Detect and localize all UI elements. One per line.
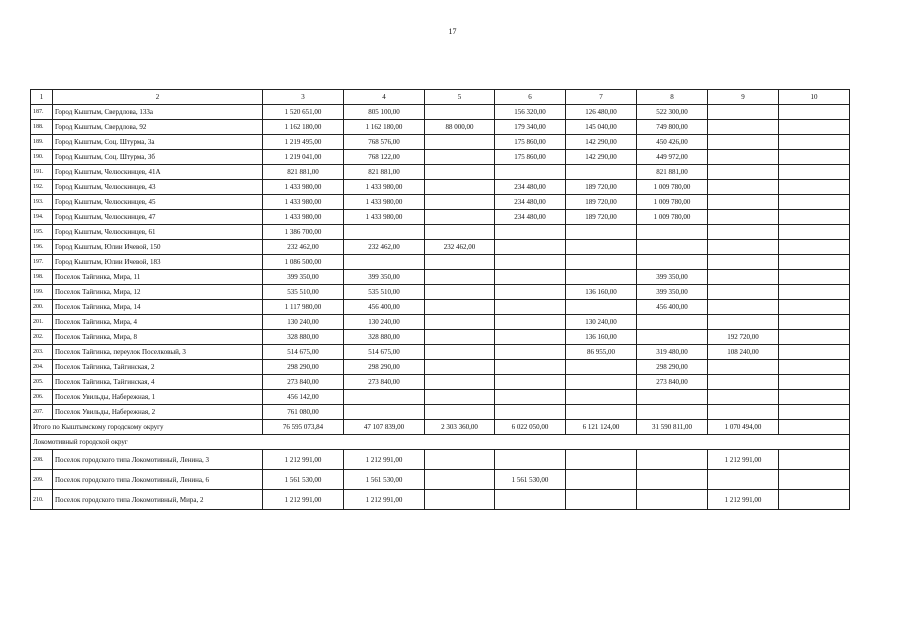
amount-cell-col-4: 768 576,00: [344, 135, 425, 150]
amount-cell-col-5: [425, 255, 495, 270]
total-value-col-4: 47 107 839,00: [344, 420, 425, 435]
amount-cell-col-7: [566, 165, 637, 180]
amount-cell-col-6: 156 320,00: [495, 105, 566, 120]
amount-cell-col-5: [425, 105, 495, 120]
table-row: [31, 225, 850, 240]
amount-cell-col-7: 126 480,00: [566, 105, 637, 120]
amount-cell-col-5: 232 462,00: [425, 240, 495, 255]
amount-cell-col-4: 232 462,00: [344, 240, 425, 255]
amount-cell-col-3: 298 290,00: [263, 360, 344, 375]
amount-cell-col-6: [495, 255, 566, 270]
amount-cell-col-4: 399 350,00: [344, 270, 425, 285]
amount-cell-col-10: [779, 360, 850, 375]
row-number: 205.: [31, 375, 53, 390]
amount-cell-col-7: 136 160,00: [566, 285, 637, 300]
address-cell: Поселок городского типа Локомотивный, Ленина, 6: [53, 470, 263, 490]
amount-cell-col-6: [495, 285, 566, 300]
amount-cell-col-4: 821 881,00: [344, 165, 425, 180]
amount-cell-col-3: 456 142,00: [263, 390, 344, 405]
amount-cell-col-3: 1 212 991,00: [263, 450, 344, 470]
amount-cell-col-7: 145 040,00: [566, 120, 637, 135]
amount-cell-col-8: 273 840,00: [637, 375, 708, 390]
amount-cell-col-8: 749 800,00: [637, 120, 708, 135]
amount-cell-col-10: [779, 315, 850, 330]
amount-cell-col-3: 328 880,00: [263, 330, 344, 345]
amount-cell-col-9: [708, 315, 779, 330]
amount-cell-col-8: 399 350,00: [637, 270, 708, 285]
amount-cell-col-9: [708, 285, 779, 300]
amount-cell-col-7: [566, 240, 637, 255]
amount-cell-col-7: [566, 270, 637, 285]
amount-cell-col-10: [779, 390, 850, 405]
address-cell: Город Кыштым, Челюскинцев, 61: [53, 225, 263, 240]
amount-cell-col-5: [425, 375, 495, 390]
row-number: 200.: [31, 300, 53, 315]
total-value-col-3: 76 595 073,84: [263, 420, 344, 435]
amount-cell-col-6: [495, 490, 566, 510]
amount-cell-col-4: 1 212 991,00: [344, 450, 425, 470]
page-number: 17: [448, 27, 457, 36]
amount-cell-col-3: 1 162 180,00: [263, 120, 344, 135]
table-row: [31, 390, 850, 405]
amount-cell-col-3: 535 510,00: [263, 285, 344, 300]
amount-cell-col-4: [344, 390, 425, 405]
amount-cell-col-9: [708, 390, 779, 405]
amount-cell-col-9: [708, 405, 779, 420]
amount-cell-col-7: 86 955,00: [566, 345, 637, 360]
table-row: [31, 255, 850, 270]
row-number: 188.: [31, 120, 53, 135]
amount-cell-col-8: [637, 390, 708, 405]
table-row: [31, 470, 850, 490]
amount-cell-col-8: 450 426,00: [637, 135, 708, 150]
table-row: [31, 345, 850, 360]
amount-cell-col-7: 189 720,00: [566, 210, 637, 225]
table-row: [31, 405, 850, 420]
amount-cell-col-3: 1 219 495,00: [263, 135, 344, 150]
amount-cell-col-10: [779, 150, 850, 165]
column-number-header: 7: [566, 90, 637, 105]
table-row: [31, 105, 850, 120]
address-cell: Город Кыштым, Челюскинцев, 41А: [53, 165, 263, 180]
address-cell: Поселок городского типа Локомотивный, Мира, 2: [53, 490, 263, 510]
amount-cell-col-10: [779, 165, 850, 180]
row-number: 195.: [31, 225, 53, 240]
amount-cell-col-3: 399 350,00: [263, 270, 344, 285]
amount-cell-col-9: [708, 255, 779, 270]
address-cell: Поселок городского типа Локомотивный, Ленина, 3: [53, 450, 263, 470]
amount-cell-col-8: [637, 255, 708, 270]
table-row: [31, 240, 850, 255]
amount-cell-col-5: [425, 165, 495, 180]
amount-cell-col-6: [495, 315, 566, 330]
amount-cell-col-5: [425, 450, 495, 470]
amount-cell-col-7: 142 290,00: [566, 135, 637, 150]
amount-cell-col-4: 1 433 980,00: [344, 210, 425, 225]
table-row: [31, 490, 850, 510]
column-number-header: 2: [53, 90, 263, 105]
column-number-header: 9: [708, 90, 779, 105]
address-cell: Поселок Тайгинка, Мира, 11: [53, 270, 263, 285]
total-value-col-9: 1 070 494,00: [708, 420, 779, 435]
amount-cell-col-8: [637, 240, 708, 255]
amount-cell-col-6: [495, 330, 566, 345]
column-number-header: 8: [637, 90, 708, 105]
address-cell: Поселок Тайгинка, Мира, 14: [53, 300, 263, 315]
row-number: 204.: [31, 360, 53, 375]
budget-table: [30, 89, 850, 510]
row-number: 206.: [31, 390, 53, 405]
amount-cell-col-10: [779, 300, 850, 315]
address-cell: Город Кыштым, Соц. Штурма, 3б: [53, 150, 263, 165]
amount-cell-col-3: 1 433 980,00: [263, 195, 344, 210]
row-number: 191.: [31, 165, 53, 180]
amount-cell-col-5: [425, 225, 495, 240]
amount-cell-col-7: [566, 375, 637, 390]
amount-cell-col-10: [779, 135, 850, 150]
row-number: 209.: [31, 470, 53, 490]
address-cell: Поселок Тайгинка, Тайгинская, 2: [53, 360, 263, 375]
amount-cell-col-6: 175 860,00: [495, 135, 566, 150]
amount-cell-col-8: [637, 315, 708, 330]
table-row: [31, 165, 850, 180]
kyshtym-rows: [31, 105, 850, 420]
amount-cell-col-9: 192 720,00: [708, 330, 779, 345]
address-cell: Поселок Тайгинка, Мира, 8: [53, 330, 263, 345]
address-cell: Город Кыштым, Челюскинцев, 43: [53, 180, 263, 195]
row-number: 189.: [31, 135, 53, 150]
amount-cell-col-9: [708, 150, 779, 165]
amount-cell-col-5: [425, 315, 495, 330]
address-cell: Поселок Тайгинка, Тайгинская, 4: [53, 375, 263, 390]
column-number-header: 3: [263, 90, 344, 105]
column-number-header: 4: [344, 90, 425, 105]
amount-cell-col-4: 535 510,00: [344, 285, 425, 300]
address-cell: Город Кыштым, Соц. Штурма, 3а: [53, 135, 263, 150]
amount-cell-col-8: [637, 330, 708, 345]
amount-cell-col-5: 88 000,00: [425, 120, 495, 135]
row-number: 199.: [31, 285, 53, 300]
amount-cell-col-9: [708, 240, 779, 255]
amount-cell-col-10: [779, 345, 850, 360]
amount-cell-col-4: [344, 225, 425, 240]
amount-cell-col-8: 449 972,00: [637, 150, 708, 165]
amount-cell-col-10: [779, 375, 850, 390]
total-value-col-6: 6 022 050,00: [495, 420, 566, 435]
amount-cell-col-10: [779, 255, 850, 270]
row-number: 207.: [31, 405, 53, 420]
row-number: 198.: [31, 270, 53, 285]
amount-cell-col-6: [495, 165, 566, 180]
lokomotivny-rows: [31, 450, 850, 510]
amount-cell-col-7: 189 720,00: [566, 180, 637, 195]
amount-cell-col-5: [425, 390, 495, 405]
amount-cell-col-3: 1 520 651,00: [263, 105, 344, 120]
amount-cell-col-10: [779, 285, 850, 300]
amount-cell-col-4: 1 561 530,00: [344, 470, 425, 490]
amount-cell-col-3: 1 212 991,00: [263, 490, 344, 510]
amount-cell-col-10: [779, 105, 850, 120]
table-row: [31, 150, 850, 165]
row-number: 194.: [31, 210, 53, 225]
amount-cell-col-6: [495, 450, 566, 470]
amount-cell-col-6: 1 561 530,00: [495, 470, 566, 490]
amount-cell-col-4: 328 880,00: [344, 330, 425, 345]
address-cell: Поселок Увильды, Набережная, 1: [53, 390, 263, 405]
amount-cell-col-8: [637, 470, 708, 490]
amount-cell-col-9: [708, 375, 779, 390]
amount-cell-col-7: [566, 470, 637, 490]
amount-cell-col-5: [425, 470, 495, 490]
row-number: 193.: [31, 195, 53, 210]
amount-cell-col-4: 768 122,00: [344, 150, 425, 165]
amount-cell-col-5: [425, 360, 495, 375]
amount-cell-col-10: [779, 270, 850, 285]
amount-cell-col-8: [637, 225, 708, 240]
amount-cell-col-8: 456 400,00: [637, 300, 708, 315]
row-number: 210.: [31, 490, 53, 510]
address-cell: Город Кыштым, Челюскинцев, 47: [53, 210, 263, 225]
amount-cell-col-4: 130 240,00: [344, 315, 425, 330]
amount-cell-col-3: 821 881,00: [263, 165, 344, 180]
amount-cell-col-6: 234 480,00: [495, 180, 566, 195]
total-value-col-5: 2 303 360,00: [425, 420, 495, 435]
address-cell: Город Кыштым, Свердлова, 92: [53, 120, 263, 135]
amount-cell-col-6: [495, 390, 566, 405]
amount-cell-col-8: [637, 450, 708, 470]
amount-cell-col-9: [708, 210, 779, 225]
amount-cell-col-10: [779, 120, 850, 135]
table-row: [31, 180, 850, 195]
amount-cell-col-10: [779, 225, 850, 240]
amount-cell-col-7: [566, 450, 637, 470]
amount-cell-col-5: [425, 285, 495, 300]
amount-cell-col-3: 1 561 530,00: [263, 470, 344, 490]
amount-cell-col-3: 1 386 700,00: [263, 225, 344, 240]
address-cell: Город Кыштым, Челюскинцев, 45: [53, 195, 263, 210]
amount-cell-col-10: [779, 330, 850, 345]
amount-cell-col-10: [779, 490, 850, 510]
total-label: Итого по Кыштымскому городскому округу: [31, 420, 263, 435]
amount-cell-col-4: 514 675,00: [344, 345, 425, 360]
total-value-col-8: 31 590 811,00: [637, 420, 708, 435]
amount-cell-col-7: 189 720,00: [566, 195, 637, 210]
amount-cell-col-4: 1 433 980,00: [344, 195, 425, 210]
column-number-header: 5: [425, 90, 495, 105]
amount-cell-col-5: [425, 180, 495, 195]
row-number: 201.: [31, 315, 53, 330]
amount-cell-col-5: [425, 345, 495, 360]
total-row: [31, 420, 850, 435]
amount-cell-col-6: [495, 225, 566, 240]
section-title: Локомотивный городской округ: [31, 435, 850, 450]
amount-cell-col-6: [495, 270, 566, 285]
table-row: [31, 270, 850, 285]
amount-cell-col-3: 1 433 980,00: [263, 180, 344, 195]
row-number: 202.: [31, 330, 53, 345]
column-number-header: 1: [31, 90, 53, 105]
address-cell: Город Кыштым, Юлии Ичевой, 150: [53, 240, 263, 255]
amount-cell-col-10: [779, 195, 850, 210]
amount-cell-col-8: [637, 490, 708, 510]
table-row: [31, 285, 850, 300]
address-cell: Город Кыштым, Юлии Ичевой, 183: [53, 255, 263, 270]
amount-cell-col-5: [425, 150, 495, 165]
amount-cell-col-6: 175 860,00: [495, 150, 566, 165]
amount-cell-col-4: 805 100,00: [344, 105, 425, 120]
amount-cell-col-10: [779, 210, 850, 225]
row-number: 208.: [31, 450, 53, 470]
table-row: [31, 135, 850, 150]
amount-cell-col-3: 130 240,00: [263, 315, 344, 330]
amount-cell-col-9: [708, 195, 779, 210]
amount-cell-col-5: [425, 135, 495, 150]
amount-cell-col-8: [637, 405, 708, 420]
total-value-col-7: 6 121 124,00: [566, 420, 637, 435]
column-number-header-row: [31, 90, 850, 105]
amount-cell-col-9: [708, 165, 779, 180]
address-cell: Поселок Тайгинка, Мира, 12: [53, 285, 263, 300]
amount-cell-col-9: [708, 105, 779, 120]
amount-cell-col-5: [425, 330, 495, 345]
amount-cell-col-9: 1 212 991,00: [708, 490, 779, 510]
amount-cell-col-4: [344, 255, 425, 270]
amount-cell-col-3: 514 675,00: [263, 345, 344, 360]
address-cell: Поселок Тайгинка, Мира, 4: [53, 315, 263, 330]
amount-cell-col-6: [495, 345, 566, 360]
amount-cell-col-7: [566, 225, 637, 240]
amount-cell-col-8: 1 009 780,00: [637, 210, 708, 225]
table-row: [31, 330, 850, 345]
amount-cell-col-9: [708, 470, 779, 490]
amount-cell-col-8: 1 009 780,00: [637, 195, 708, 210]
amount-cell-col-6: [495, 300, 566, 315]
amount-cell-col-4: [344, 405, 425, 420]
amount-cell-col-8: 319 480,00: [637, 345, 708, 360]
amount-cell-col-10: [779, 450, 850, 470]
row-number: 192.: [31, 180, 53, 195]
address-cell: Поселок Увильды, Набережная, 2: [53, 405, 263, 420]
amount-cell-col-3: 1 117 980,00: [263, 300, 344, 315]
table-row: [31, 450, 850, 470]
amount-cell-col-4: 1 212 991,00: [344, 490, 425, 510]
amount-cell-col-8: 399 350,00: [637, 285, 708, 300]
row-number: 196.: [31, 240, 53, 255]
table-row: [31, 315, 850, 330]
column-number-header: 6: [495, 90, 566, 105]
amount-cell-col-9: [708, 300, 779, 315]
row-number: 197.: [31, 255, 53, 270]
amount-cell-col-4: 273 840,00: [344, 375, 425, 390]
amount-cell-col-7: [566, 390, 637, 405]
amount-cell-col-9: [708, 180, 779, 195]
amount-cell-col-9: [708, 135, 779, 150]
amount-cell-col-8: 522 300,00: [637, 105, 708, 120]
row-number: 203.: [31, 345, 53, 360]
table-row: [31, 375, 850, 390]
amount-cell-col-9: [708, 270, 779, 285]
amount-cell-col-7: [566, 405, 637, 420]
total-value-col-10: [779, 420, 850, 435]
amount-cell-col-8: 1 009 780,00: [637, 180, 708, 195]
table-row: [31, 300, 850, 315]
amount-cell-col-3: 1 219 041,00: [263, 150, 344, 165]
amount-cell-col-3: 273 840,00: [263, 375, 344, 390]
amount-cell-col-7: 142 290,00: [566, 150, 637, 165]
amount-cell-col-5: [425, 490, 495, 510]
amount-cell-col-4: 1 433 980,00: [344, 180, 425, 195]
amount-cell-col-6: 234 480,00: [495, 210, 566, 225]
amount-cell-col-5: [425, 405, 495, 420]
address-cell: Город Кыштым, Свердлова, 133а: [53, 105, 263, 120]
amount-cell-col-5: [425, 300, 495, 315]
amount-cell-col-9: [708, 120, 779, 135]
amount-cell-col-7: 130 240,00: [566, 315, 637, 330]
amount-cell-col-6: [495, 240, 566, 255]
amount-cell-col-3: 761 080,00: [263, 405, 344, 420]
amount-cell-col-5: [425, 270, 495, 285]
amount-cell-col-9: 108 240,00: [708, 345, 779, 360]
amount-cell-col-10: [779, 240, 850, 255]
amount-cell-col-6: [495, 360, 566, 375]
table-row: [31, 120, 850, 135]
table-row: [31, 210, 850, 225]
row-number: 187.: [31, 105, 53, 120]
amount-cell-col-3: 1 433 980,00: [263, 210, 344, 225]
amount-cell-col-4: 456 400,00: [344, 300, 425, 315]
amount-cell-col-8: 298 290,00: [637, 360, 708, 375]
amount-cell-col-7: [566, 360, 637, 375]
amount-cell-col-7: [566, 490, 637, 510]
amount-cell-col-4: 298 290,00: [344, 360, 425, 375]
amount-cell-col-5: [425, 210, 495, 225]
amount-cell-col-7: 136 160,00: [566, 330, 637, 345]
amount-cell-col-3: 1 086 500,00: [263, 255, 344, 270]
amount-cell-col-7: [566, 300, 637, 315]
amount-cell-col-10: [779, 470, 850, 490]
amount-cell-col-9: 1 212 991,00: [708, 450, 779, 470]
amount-cell-col-6: 234 480,00: [495, 195, 566, 210]
amount-cell-col-6: [495, 375, 566, 390]
row-number: 190.: [31, 150, 53, 165]
amount-cell-col-6: 179 340,00: [495, 120, 566, 135]
address-cell: Поселок Тайгинка, переулок Поселковый, 3: [53, 345, 263, 360]
section-row: [31, 435, 850, 450]
amount-cell-col-4: 1 162 180,00: [344, 120, 425, 135]
amount-cell-col-6: [495, 405, 566, 420]
amount-cell-col-8: 821 881,00: [637, 165, 708, 180]
amount-cell-col-7: [566, 255, 637, 270]
amount-cell-col-10: [779, 405, 850, 420]
table-row: [31, 195, 850, 210]
amount-cell-col-9: [708, 360, 779, 375]
amount-cell-col-3: 232 462,00: [263, 240, 344, 255]
column-number-header: 10: [779, 90, 850, 105]
amount-cell-col-9: [708, 225, 779, 240]
amount-cell-col-10: [779, 180, 850, 195]
table-row: [31, 360, 850, 375]
amount-cell-col-5: [425, 195, 495, 210]
